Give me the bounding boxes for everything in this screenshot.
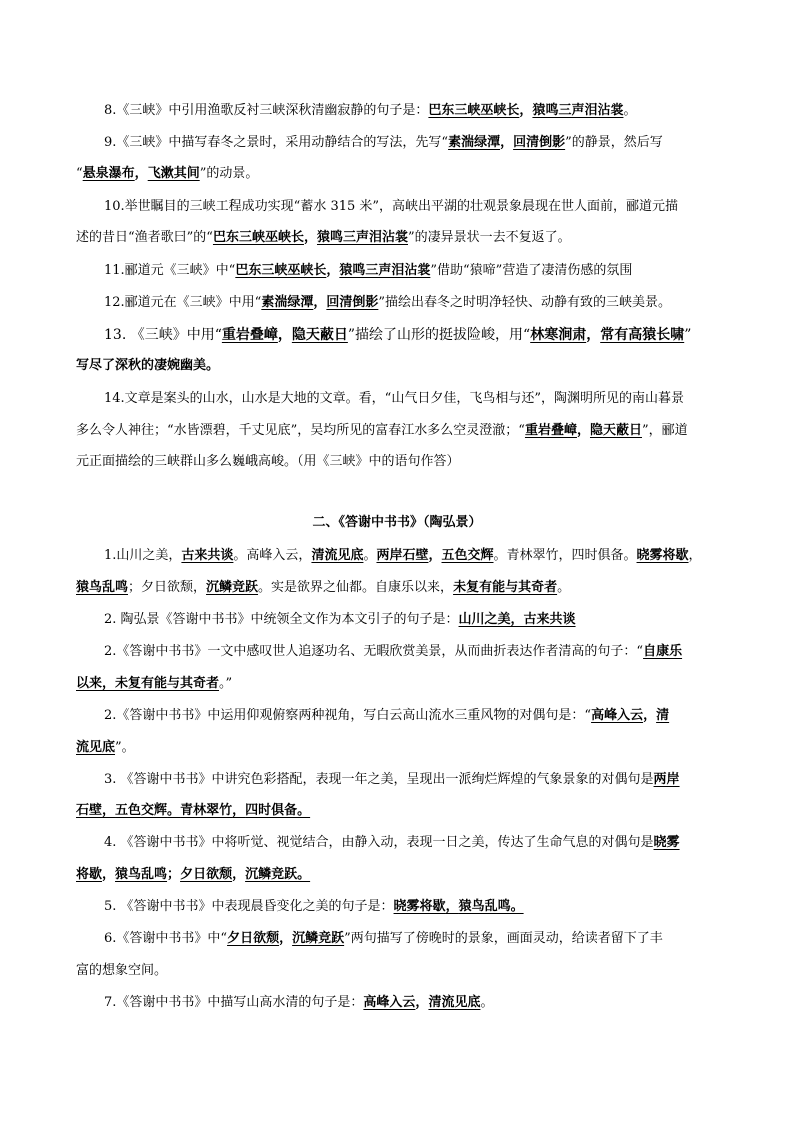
q2-line: 2. 陶弘景《答谢中书书》中统领全文作为本文引子的句子是：山川之美，古来共谈 xyxy=(104,612,576,627)
item-9-line-1: 9.《三峡》中描写春冬之景时，采用动静结合的写法，先写“素湍绿潭，回清倒影”的静景，然后写 xyxy=(104,135,663,150)
q6-line-2: 富的想象空间。 xyxy=(76,963,168,978)
q4-line-2: 将歇，猿鸟乱鸣；夕日欲颓，沉鳞竞跃。 xyxy=(76,867,311,882)
item-14-line-1: 14.文章是案头的山水，山水是大地的文章。看，“山气日夕佳，飞鸟相与还”，陶渊明所见的南山暮景 xyxy=(104,391,684,406)
item-12-line: 12.郦道元在《三峡》中用“素湍绿潭，回清倒影”描绘出春冬之时明净轻快、动静有致的三峡美景。 xyxy=(104,295,672,310)
q2b-line-1: 2.《答谢中书书》一文中感叹世人追逐功名、无暇欣赏美景，从而曲折表达作者清高的句子：“自康乐 xyxy=(104,644,683,659)
item-10-line-1: 10.举世瞩目的三峡工程成功实现“蓄水 315 米”，高峡出平湖的壮观景象晨现在世人面前，郦道元描 xyxy=(104,199,679,214)
item-14-line-2: 多么令人神往；“水皆漂碧，千丈见底”，吴均所见的富春江水多么空灵澄澈；“重岩叠嶂，隐天蔽日”，郦道 xyxy=(76,423,688,438)
q7-line: 7.《答谢中书书》中描写山高水清的句子是：高峰入云，清流见底。 xyxy=(104,995,494,1010)
item-10-line-2: 述的昔日“渔者歌曰”的“巴东三峡巫峡长，猿鸣三声泪沾裳”的凄异景状一去不复返了。 xyxy=(76,230,571,245)
q6-line-1: 6.《答谢中书书》中“夕日欲颓，沉鳞竞跃”两句描写了傍晚时的景象，画面灵动，给读者留下了丰 xyxy=(104,931,663,946)
passage-line-2: 猿鸟乱鸣；夕日欲颓，沉鳞竞跃。实是欲界之仙都。自康乐以来，未复有能与其奇者。 xyxy=(76,580,571,595)
q5-line: 5. 《答谢中书书》中表现晨昏变化之美的句子是：晓雾将歇，猿鸟乱鸣。 xyxy=(104,899,524,914)
passage-line-1: 1.山川之美，古来共谈。高峰入云，清流见底。两岸石壁，五色交辉。青林翠竹，四时俱备。晓雾将歇， xyxy=(104,548,702,563)
q2b-line-2: 以来，未复有能与其奇者。” xyxy=(76,676,233,691)
item-13-line-1: 13. 《三峡》中用“重岩叠嶂，隐天蔽日”描绘了山形的挺拔险峻，用“林寒涧肃，常有高猿长啸” xyxy=(104,327,692,343)
item-13-line-2: 写尽了深秋的凄婉幽美。 xyxy=(76,358,220,373)
q4-line-1: 4. 《答谢中书书》中将听觉、视觉结合，由静入动，表现一日之美，传达了生命气息的对偶句是晓雾 xyxy=(104,835,680,850)
q3-line-2: 石壁，五色交辉。青林翠竹，四时俱备。 xyxy=(76,803,311,818)
item-14-line-3: 元正面描绘的三峡群山多么巍峨高峻。（用《三峡》中的语句作答） xyxy=(76,454,460,469)
q2c-line-1: 2.《答谢中书书》中运用仰观俯察两种视角，写白云高山流水三重风物的对偶句是：“高峰入云，清 xyxy=(104,708,670,723)
q2c-line-2: 流见底”。 xyxy=(76,740,135,755)
item-9-line-2: “悬泉瀑布，飞漱其间”的动景。 xyxy=(76,166,259,181)
item-8-line: 8.《三峡》中引用渔歌反衬三峡深秋清幽寂静的句子是：巴东三峡巫峡长，猿鸣三声泪沾裳。 xyxy=(104,103,637,118)
q3-line-1: 3. 《答谢中书书》中讲究色彩搭配，表现一年之美，呈现出一派绚烂辉煌的气象景象的对偶句是两岸 xyxy=(104,772,680,787)
item-11-line: 11.郦道元《三峡》中“巴东三峡巫峡长，猿鸣三声泪沾裳”借助“猿啼”营造了凄清伤感的氛围 xyxy=(104,263,633,278)
section-title: 二、《答谢中书书》（陶弘景） xyxy=(312,515,482,530)
